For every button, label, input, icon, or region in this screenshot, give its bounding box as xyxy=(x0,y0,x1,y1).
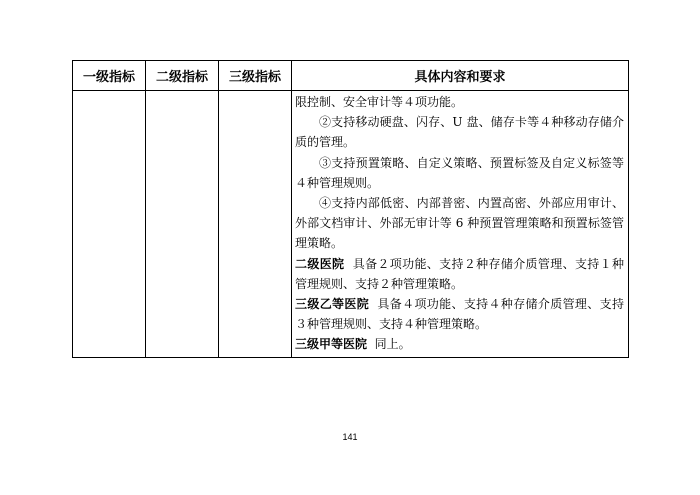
header-level1-indicator: 一级指标 xyxy=(73,61,146,91)
header-level2-indicator: 二级指标 xyxy=(146,61,219,91)
level-text: 具备４项功能、支持４种存储介质管理、支持３种管理规则、支持４种管理策略。 xyxy=(295,297,624,332)
level-requirement-tertiary-a-hospital xyxy=(295,334,624,354)
level-label: 三级甲等医院 xyxy=(295,337,368,352)
level-requirement-tertiary-b-hospital xyxy=(295,294,624,334)
content-paragraph: ④支持内部低密、内部普密、内置高密、外部应用审计、外部文档审计、外部无审计等 6 种预置管理策略和预置标签管理策略。 xyxy=(295,196,624,251)
table-header-row xyxy=(73,61,629,91)
content-paragraph: ③支持预置策略、自定义策略、预置标签及自定义标签等４种管理规则。 xyxy=(295,155,624,190)
level-requirement-secondary-hospital xyxy=(295,254,624,294)
requirements-table xyxy=(72,60,629,358)
level-label: 三级乙等医院 xyxy=(295,297,370,312)
page-number: 141 xyxy=(342,432,358,442)
header-content-requirements: 具体内容和要求 xyxy=(292,61,629,91)
cell-level3-indicator xyxy=(219,91,292,358)
cell-level1-indicator xyxy=(73,91,146,358)
table-row xyxy=(73,91,629,358)
cell-level2-indicator xyxy=(146,91,219,358)
level-text: 同上。 xyxy=(374,337,411,352)
content-paragraph: 限控制、安全审计等４项功能。 xyxy=(295,95,464,109)
content-paragraph: ②支持移动硬盘、闪存、U 盘、储存卡等４种移动存储介质的管理。 xyxy=(295,115,624,150)
level-text: 具备２项功能、支持２种存储介质管理、支持１种管理规则、支持２种管理策略。 xyxy=(295,256,624,291)
level-label: 二级医院 xyxy=(295,256,345,271)
cell-content-requirements xyxy=(292,91,629,358)
header-level3-indicator: 三级指标 xyxy=(219,61,292,91)
